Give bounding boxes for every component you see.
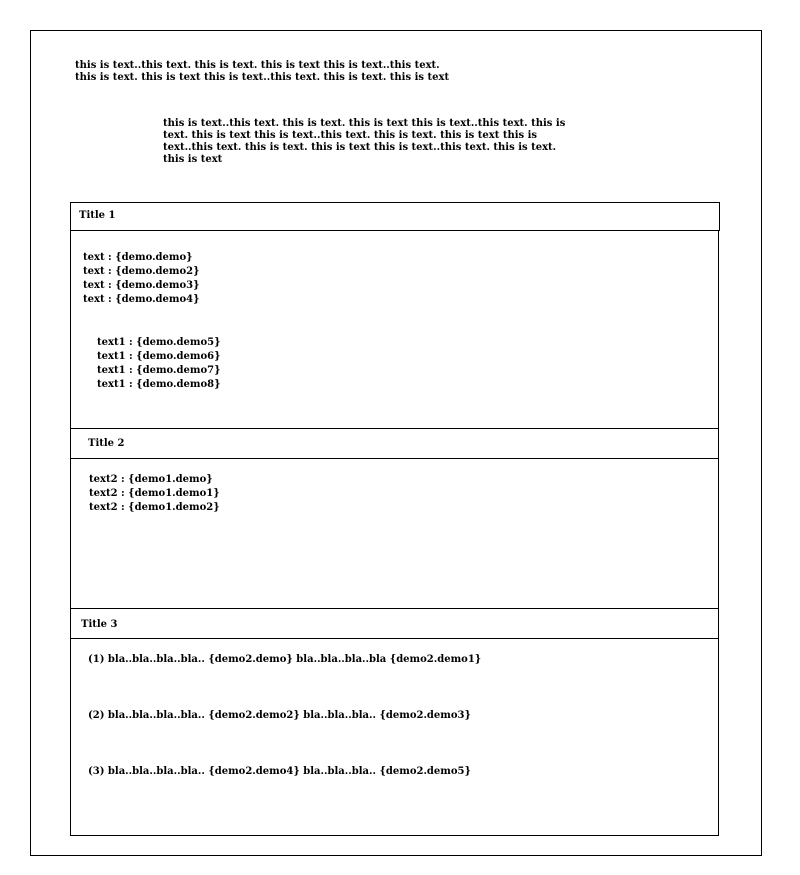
list-item: text2 : {demo1.demo2} (89, 502, 220, 513)
intro-paragraph-1: this is text..this text. this is text. this is text this is text..this text. this is text. this is text this is text..this text. this is text. this is text (75, 60, 450, 83)
intro-paragraph-2: this is text..this text. this is text. this is text this is text..this text. this is text. this is text this is text..this text. this is text. this is text this is text..this text. this is text. this is text this is text..this text. this is text. this is text (163, 118, 566, 165)
section-1-group-2 (97, 336, 221, 392)
list-item: text1 : {demo.demo6} (97, 351, 221, 362)
list-item: text2 : {demo1.demo1} (89, 488, 220, 499)
section-2-header (70, 428, 719, 459)
list-item: text : {demo.demo2} (83, 266, 200, 277)
section-3-header (70, 608, 719, 639)
section-1-title: Title 1 (79, 210, 116, 221)
section-3-line-3: (3) bla..bla..bla..bla.. {demo2.demo4} bla..bla..bla.. {demo2.demo5} (88, 766, 471, 777)
section-1-group-1 (83, 251, 200, 307)
section-2-list (89, 473, 220, 515)
list-item: text : {demo.demo3} (83, 280, 200, 291)
list-item: text1 : {demo.demo8} (97, 379, 221, 390)
list-item: text1 : {demo.demo7} (97, 365, 221, 376)
section-2-title: Title 2 (88, 438, 125, 449)
section-3-body (70, 638, 719, 836)
section-3-title: Title 3 (81, 619, 118, 630)
list-item: text2 : {demo1.demo} (89, 474, 213, 485)
section-1-header (70, 202, 720, 231)
list-item: text1 : {demo.demo5} (97, 337, 221, 348)
section-3-line-1: (1) bla..bla..bla..bla.. {demo2.demo} bla..bla..bla..bla {demo2.demo1} (88, 654, 482, 665)
list-item: text : {demo.demo} (83, 252, 193, 263)
list-item: text : {demo.demo4} (83, 294, 200, 305)
section-3-line-2: (2) bla..bla..bla..bla.. {demo2.demo2} bla..bla..bla.. {demo2.demo3} (88, 710, 471, 721)
